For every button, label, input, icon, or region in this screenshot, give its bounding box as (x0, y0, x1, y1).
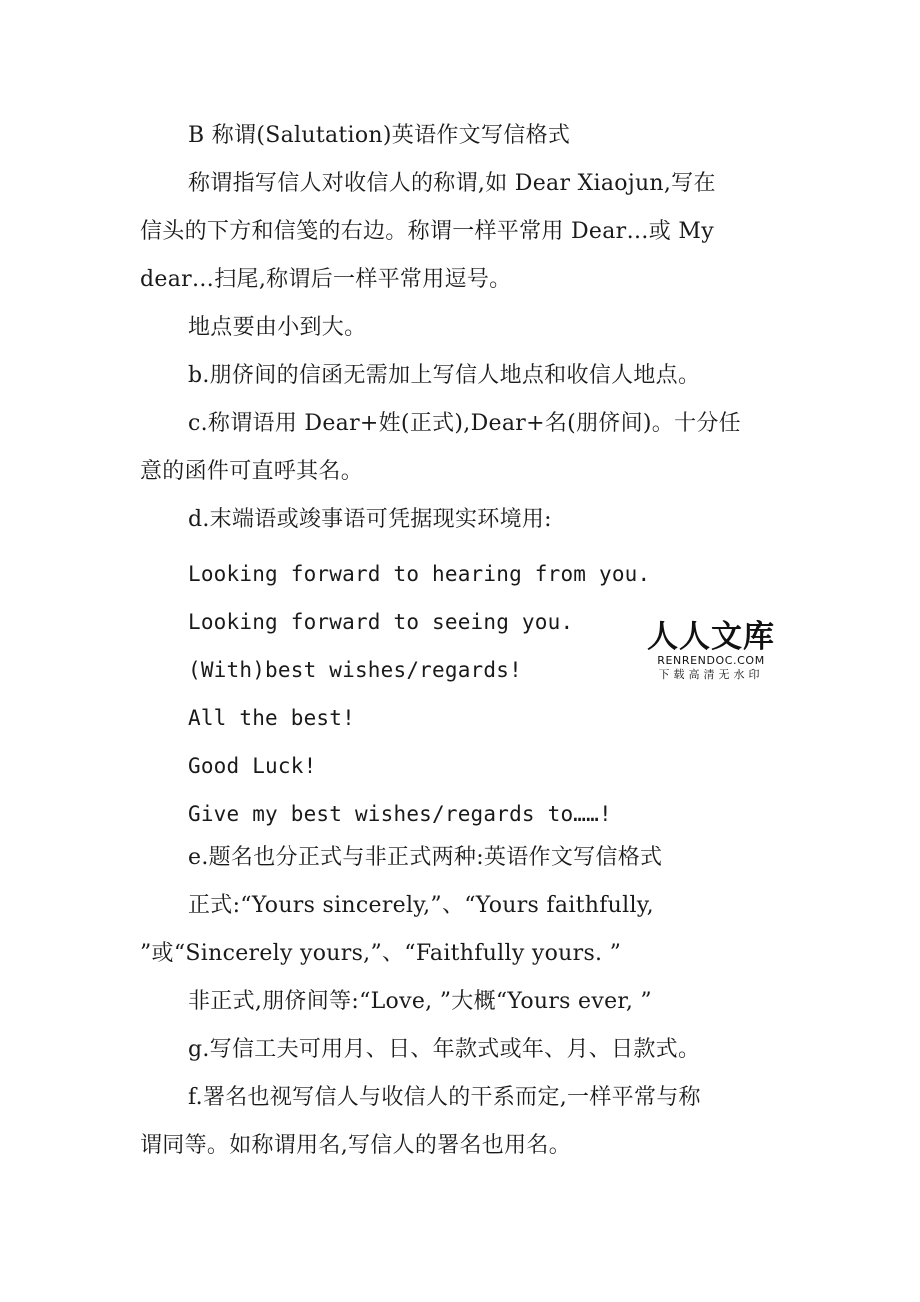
paragraph-line: 正式:“Yours sincerely,”、“Yours faithfully, (188, 893, 654, 918)
paragraph-line: 谓同等。如称谓用名,写信人的署名也用名。 (140, 1133, 571, 1158)
example-phrase: (With)best wishes/regards! (188, 658, 522, 682)
watermark-logo (646, 620, 776, 682)
paragraph-line: 地点要由小到大。 (188, 315, 367, 340)
watermark-subtitle: 下载高清无水印 (658, 668, 764, 681)
example-phrase: Looking forward to seeing you. (188, 610, 574, 634)
paragraph-line: 意的函件可直呼其名。 (140, 459, 364, 484)
paragraph-line: b.朋侪间的信函无需加上写信人地点和收信人地点。 (188, 363, 701, 388)
watermark-title: 人人文库 (647, 619, 775, 655)
example-phrase: Give my best wishes/regards to……! (188, 802, 612, 826)
paragraph-line: e.题名也分正式与非正式两种:英语作文写信格式 (188, 845, 663, 870)
paragraph-line: 信头的下方和信笺的右边。称谓一样平常用 Dear…或 My (140, 219, 714, 244)
section-heading: B 称谓(Salutation)英语作文写信格式 (188, 123, 571, 148)
watermark-url: RENRENDOC.COM (657, 654, 765, 667)
example-phrase: Good Luck! (188, 754, 317, 778)
example-phrase: All the best! (188, 706, 355, 730)
paragraph-line: dear…扫尾,称谓后一样平常用逗号。 (140, 267, 512, 292)
paragraph-line: 非正式,朋侪间等:“Love, ”大概“Yours ever, ” (188, 989, 652, 1014)
paragraph-line: f.署名也视写信人与收信人的干系而定,一样平常与称 (188, 1085, 701, 1110)
paragraph-line: d.末端语或竣事语可凭据现实环境用: (188, 507, 552, 532)
paragraph-line: ”或“Sincerely yours,”、“Faithfully yours. ” (140, 941, 622, 966)
paragraph-line: g.写信工夫可用月、日、年款式或年、月、日款式。 (188, 1037, 701, 1062)
paragraph-line: c.称谓语用 Dear+姓(正式),Dear+名(朋侪间)。十分任 (188, 411, 741, 436)
example-phrase: Looking forward to hearing from you. (188, 562, 651, 586)
paragraph-line: 称谓指写信人对收信人的称谓,如 Dear Xiaojun,写在 (188, 171, 716, 196)
